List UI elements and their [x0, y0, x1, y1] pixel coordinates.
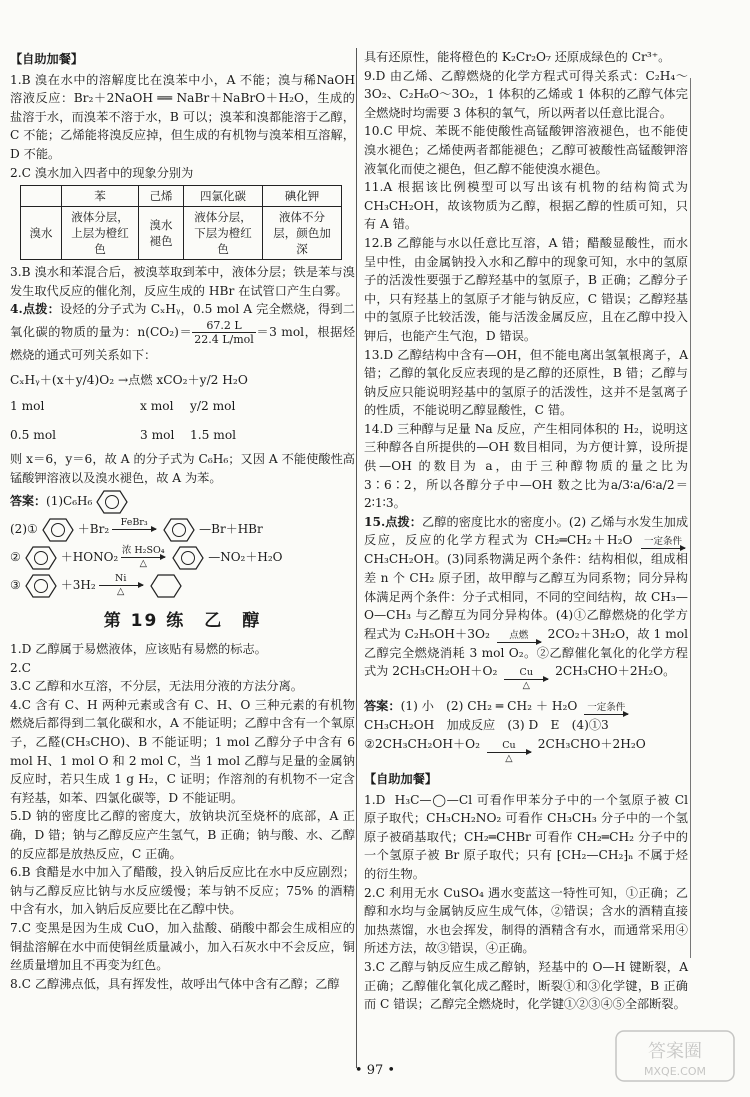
mol-value: 0.5 mol: [10, 427, 57, 442]
answer-b3: 3.C 乙醇和水互溶，不分层，无法用分液的方法分离。: [10, 679, 303, 694]
table-header-cell: 四氯化碳: [184, 186, 263, 207]
reaction-arrow: [99, 574, 143, 597]
answer-15-text-b: CH₃CH₂OH。(3)同系物满足两个条件：结构相似，组成相差 n 个 CH₂ 原子团，故甲醇与乙醇互为同系物；同分异构体满足两个条件：分子式相同，不同的空间结构，故 CH₃—O—CH₃ 与乙醇互为同分异构体。(4)①乙醇燃烧的化学方程式为 C₂H₅OH＋3O₂: [364, 552, 688, 641]
answer-formula: (1)C₆H₆: [46, 494, 93, 509]
arrow-condition: 一定条件: [644, 536, 683, 548]
mol-relation-row: [10, 426, 355, 445]
arrow-icon: [99, 585, 143, 586]
answer-15-block: [364, 697, 688, 764]
answer-1: 1.B 溴在水中的溶解度比在溴苯中小，A 不能；溴与稀NaOH 溶液反应：Br₂＋2NaOH ══ NaBr＋NaBrO＋H₂O，生成的盐溶于水，而溴苯不溶于水，B 可以；溴苯和溴都能溶于乙醇，C 不能；乙烯能将溴反应掉，但生成的有机物与溴苯相互溶解，D 不能。: [10, 72, 355, 161]
column-divider: [356, 48, 357, 1068]
arrow-condition: Cu: [519, 667, 533, 679]
answer-15-ans1: (1) 小 (2) CH₂ ═ CH₂ ＋ H₂O: [400, 699, 578, 714]
chlorotoluene-structure: H₃C—◯—Cl: [394, 792, 473, 807]
benzene-ring-icon: [24, 545, 58, 571]
answer-15-line-2: CH₃CH₂OH 加成反应 (3) D E (4)①3: [364, 718, 609, 733]
equation-product: —NO₂＋H₂O: [208, 550, 283, 565]
answer-b5: 5.D 钠的密度比乙醇的密度大，放钠块沉至烧杯的底部，A 正确，D 错；钠与乙醇反应产生氢气，B 正确；钠与酸、水、乙醇的反应都是放热反应，C 正确。: [10, 809, 355, 861]
answer-b6: 6.B 食醋是水中加入了醋酸，投入钠后反应比在水中反应剧烈；钠与乙醇反应比钠与水反应缓慢；苯与钠不反应；75% 的酒精中含有水，加入钠后反应要比在乙醇中快。: [10, 865, 355, 917]
answer-b8: 8.C 乙醇沸点低，具有挥发性，故呼出气体中含有乙醇；乙醇: [10, 976, 340, 991]
answer-15-ans3: ②2CH₃CH₂OH＋O₂: [364, 737, 481, 751]
answer-15-ans3-tail: 2CH₃CHO＋2H₂O: [537, 737, 646, 751]
page-number: • 97 •: [354, 1063, 396, 1078]
answer-3: 3.B 溴水和苯混合后，被溴萃取到苯中，液体分层；铁是苯与溴发生取代反应的催化剂，反应生成的 HBr 在试管口产生白雾。: [10, 265, 355, 298]
answer-12: 12.B 乙醇能与水以任意比互溶，A 错；醋酸显酸性，而水呈中性，由金属钠投入水和乙醇中的现象可知，水中的氢原子的活泼性要强于乙醇羟基中的氢原子，B 正确；乙醇分子中，只有羟基上的氢原子才能与钠反应，C 错误；乙醇羟基中的氢原子比较活泼，能与活泼金属反应，且在乙醇中投入钾后，也能产生气泡，D 错误。: [364, 235, 688, 343]
arrow-condition: 浓 H₂SO₄: [121, 545, 165, 556]
benzene-ring-icon: [24, 573, 58, 599]
site-watermark-logo: [614, 1027, 736, 1085]
binding-edge-line: [690, 78, 691, 958]
mol-value: x mol: [140, 399, 174, 414]
answer-14-ratio: a/3∶a/6∶a/2＝2∶1∶3。: [364, 477, 688, 511]
cyclohexane-ring-icon: [149, 573, 183, 599]
table-header-row: [21, 186, 342, 207]
answer-s2: 2.C 利用无水 CuSO₄ 遇水变蓝这一特性可知，①正确；乙醇和水均与金属钠反应生成气体，②错误；含水的酒精直接加热蒸馏，水也会挥发，制得的酒精含有水，而通常采用④所述方法，故③错误，④正确。: [364, 885, 688, 956]
reaction-arrow: [121, 546, 165, 569]
equation-hydrogenation: [10, 572, 355, 600]
reaction-arrow: [584, 703, 628, 716]
table-cell: 液体分层，下层为橙红色: [184, 207, 263, 260]
answer-15-text-c: 2CO₂＋3H₂O，故 1 mol 乙醇完全燃烧消耗 3 mol O₂。②乙醇催化氧化的化学方程式为 2CH₃CH₂OH＋O₂: [364, 626, 689, 679]
answer-15: [364, 513, 688, 692]
answer-b4: 4.C 含有 C、H 两种元素或含有 C、H、O 三种元素的有机物燃烧后都得到二氧化碳和水，A 不能证明；乙醇中含有一个氧原子，乙醛(CH₃CHO)、B 不能证明；1 mol 乙醇分子中含有 6 mol H、1 mol O 和 2 mol C，当 1 mol 乙醇与足量的金属钠反应时，若只生成 1 g H₂，C 证明；作溶剂的有机物不一定含有羟基，如苯、四氯化碳等，D 不能证明。: [10, 697, 355, 805]
answer-4: [10, 300, 355, 364]
phenomena-table: [20, 185, 342, 260]
reaction-arrow: Cu △: [504, 668, 548, 691]
section-title-self-help: 【自助加餐】: [10, 52, 84, 66]
equation-prefix: ③: [10, 578, 21, 593]
mol-value: 1 mol: [10, 399, 45, 414]
answer-15-line-3: [364, 735, 688, 764]
equation-prefix: ②: [10, 550, 21, 565]
answer-9: 9.D 由乙烯、乙醇燃烧的化学方程式可得关系式：C₂H₄～3O₂、C₂H₆O～3O₂，1 体积的乙烯或 1 体积的乙醇气体完全燃烧时均需要 3 体积的氧气，所以两者以任意比混合。: [364, 68, 688, 120]
mol-value: 3 mol: [140, 427, 175, 442]
equation-reagent: ＋3H₂: [60, 578, 96, 593]
table-header-cell: [21, 186, 62, 207]
arrow-icon: [112, 529, 156, 530]
arrow-icon: [504, 679, 548, 680]
fraction-numerator: 67.2 L: [192, 319, 256, 333]
reaction-arrow: [112, 518, 156, 541]
arrow-condition: 点燃: [509, 629, 529, 641]
fraction-denominator: 22.4 L/mol: [194, 332, 254, 346]
arrow-condition: Ni: [115, 573, 127, 584]
hint-label: 4.点拨：: [10, 302, 61, 317]
answer-8-continued: 具有还原性，能将橙色的 K₂Cr₂O₇ 还原成绿色的 Cr³⁺。: [364, 50, 671, 64]
reaction-arrow: [497, 631, 541, 644]
answer-s1-head: 1.D: [364, 792, 386, 807]
lesson-title: 第 19 练 乙 醇: [103, 610, 262, 631]
answer-b7: 7.C 变黑是因为生成 CuO，加入盐酸、硝酸中都会生成相应的铜盐溶解在水中而使铜丝质量减小，加入石灰水中不会反应，铜丝质量增加且不再变为红色。: [10, 921, 355, 973]
equation-reagent: ＋HONO₂: [60, 550, 119, 565]
table-cell: 溴水褪色: [139, 207, 184, 260]
table-cell: 液体分层，上层为橙红色: [62, 207, 139, 260]
arrow-icon: [641, 548, 685, 549]
hint-label: 15.点拨：: [364, 514, 422, 529]
answer-4-tail: ＝3 mol，根据烃燃烧的通式可列关系如下：: [10, 324, 355, 362]
mol-relation-row: [10, 397, 355, 416]
answer-b2: 2.C: [10, 660, 31, 675]
benzene-ring-icon: [41, 517, 75, 543]
answer-10: 10.C 甲烷、苯既不能使酸性高锰酸钾溶液褪色，也不能使溴水褪色；乙烯使两者都能褪色；乙醇可被酸性高锰酸钾溶液氧化而使之褪色，但乙醇不能使溴水褪色。: [364, 124, 688, 176]
answer-2: 2.C 溴水加入四者中的现象分别为: [10, 165, 194, 180]
answer-13: 13.D 乙醇结构中含有—OH，但不能电离出氢氧根离子，A 错；乙醇的氧化反应表现的是乙醇的还原性，B 错；乙醇与钠反应只能说明羟基中的氢原子的活泼性，这并不是氢离子的性质，不能说明乙醇显酸性，C 错。: [364, 347, 688, 418]
svg-text:MXQE.COM: MXQE.COM: [644, 1065, 706, 1078]
arrow-icon: [497, 642, 541, 643]
answer-label: 答案：: [10, 494, 47, 509]
answer-15-text: 乙醇的密度比水的密度小。(2) 乙烯与水发生加成反应，反应的化学方程式为 CH₂═CH₂＋H₂O: [364, 514, 689, 548]
answer-4-text: 设烃的分子式为 CₓHᵧ，0.5 mol A 完全燃烧，得到二氧化碳的物质的量为：n(CO₂)＝: [10, 302, 355, 339]
reaction-arrow: [641, 537, 685, 550]
answer-14: [364, 420, 688, 513]
equation-product: —Br＋HBr: [199, 522, 263, 537]
answer-11: 11.A 根据该比例模型可以写出该有机物的结构简式为CH₃CH₂OH，故该物质为乙醇，根据乙醇的性质可知，只有 A 错。: [364, 180, 688, 232]
combustion-equation: CₓHᵧ＋(x＋y/4)O₂ →点燃 xCO₂＋y/2 H₂O: [10, 372, 248, 387]
fraction: [192, 319, 256, 346]
answer-15-text-d: 2CH₃CHO＋2H₂O。: [555, 664, 676, 679]
benzene-ring-icon: [95, 489, 129, 515]
table-row-label: 溴水: [21, 207, 62, 260]
table-header-cell: 苯: [62, 186, 139, 207]
benzene-ring-icon: [162, 517, 196, 543]
arrow-icon: [121, 557, 165, 558]
section-title-self-help: 【自助加餐】: [364, 772, 438, 786]
arrow-icon: [584, 714, 628, 715]
svg-text:答案圈: 答案圈: [648, 1041, 702, 1062]
equation-prefix: (2)①: [10, 522, 38, 537]
answer-4-conclusion: 则 x＝6，y＝6，故 A 的分子式为 C₆H₆；又因 A 不能使酸性高锰酸钾溶液以及溴水褪色，故 A 为苯。: [10, 452, 355, 485]
reaction-arrow: Cu △: [487, 741, 531, 764]
table-row: [21, 207, 342, 260]
arrow-condition: Cu: [502, 740, 516, 751]
table-header-cell: 己烯: [139, 186, 184, 207]
arrow-condition: 一定条件: [587, 702, 626, 714]
equation-nitration: [10, 544, 355, 572]
answer-14-text: 14.D 三种醇与足量 Na 反应，产生相同体积的 H₂，说明这三种醇各自所提供的—OH 数目相同，为方便计算，设所提供—OH 的数目为 a，由于三种醇物质的量之比为 3∶6∶2，所以各醇分子中—OH 数之比为: [364, 421, 688, 492]
left-column: [10, 48, 355, 993]
answer-b1: 1.D 乙醇属于易燃液体，应该贴有易燃的标志。: [10, 642, 267, 657]
arrow-condition: FeBr₃: [120, 517, 148, 528]
arrow-icon: [487, 752, 531, 753]
answer-s1: [364, 791, 688, 884]
mol-value: 1.5 mol: [190, 427, 237, 442]
answer-15-line-1: [364, 697, 688, 716]
answer-label: 答案：: [364, 699, 401, 714]
arrow-condition-heat: △: [117, 586, 125, 597]
mol-value: y/2 mol: [190, 399, 236, 414]
right-column: [364, 48, 688, 1014]
answer-line: [10, 488, 355, 516]
equation-reagent: ＋Br₂: [77, 522, 110, 537]
arrow-condition-heat: △: [139, 558, 147, 569]
benzene-ring-icon: [171, 545, 205, 571]
answer-s1-text: 可看作甲苯分子中的一个氢原子被 Cl 原子取代；CH₃CH₂NO₂ 可看作 CH₃CH₃ 分子中的一个氢原子被硝基取代；CH₂═CHBr 可看作 CH₂═CH₂ 分子中的一个氢原子被 Br 原子取代；只有 ⁅CH₂—CH₂⁆ₙ 不属于烃的衍生物。: [364, 792, 689, 881]
answer-s3: 3.C 乙醇与钠反应生成乙醇钠，羟基中的 O—H 键断裂，A 正确；乙醇催化氧化成乙醛时，断裂①和③化学键，B 正确而 C 错误；乙醇完全燃烧时，化学键①②③④⑤全部断裂。: [364, 959, 688, 1012]
equation-bromination: [10, 516, 355, 544]
table-header-cell: 碘化钾: [263, 186, 342, 207]
table-cell: 液体不分层，颜色加深: [263, 207, 342, 260]
